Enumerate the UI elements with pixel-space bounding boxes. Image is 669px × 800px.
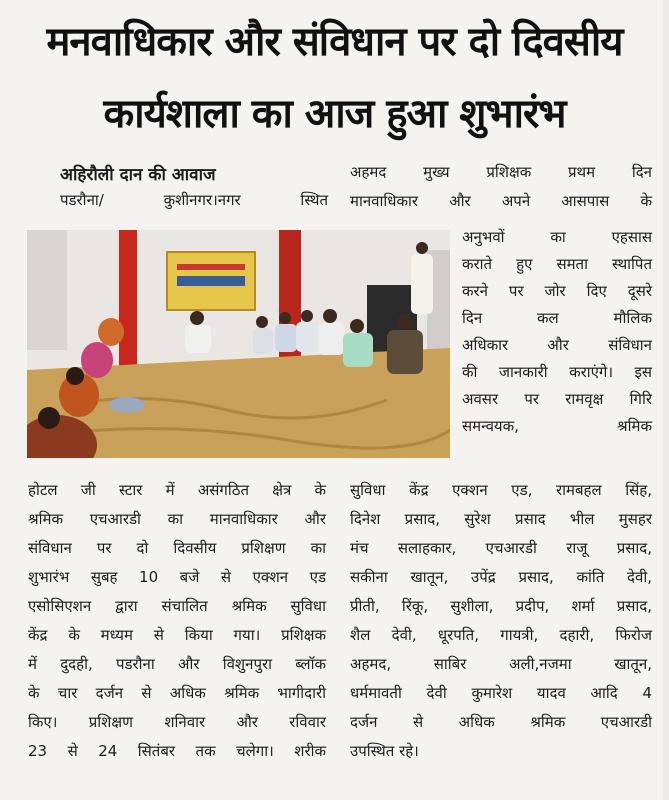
text-line: अधिकार और संविधान bbox=[462, 336, 652, 354]
photo-banner-text bbox=[177, 264, 245, 270]
page-edge bbox=[663, 0, 669, 800]
text-line: सकीना खातून, उपेंद्र प्रसाद, कांति देवी, bbox=[350, 568, 652, 586]
right-column-side bbox=[462, 224, 652, 440]
text-line: शैल देवी, धूरपति, गायत्री, दहारी, फिरोज bbox=[350, 626, 652, 644]
text-line: प्रीती, रिंकू, सुशीला, प्रदीप, शर्मा प्रसाद, bbox=[350, 597, 652, 615]
byline: अहिरौली दान की आवाज bbox=[60, 165, 216, 185]
photo-banner-text bbox=[177, 276, 245, 286]
text-line: करने पर जोर दिए दूसरे bbox=[462, 282, 652, 300]
text-line: 23 से 24 सितंबर तक चलेगा। शरीक bbox=[28, 742, 326, 760]
workshop-photo bbox=[27, 230, 450, 458]
headline-line-2: कार्यशाला का आज हुआ शुभारंभ bbox=[103, 91, 566, 137]
text-line: में दुदही, पडरौना और विशुनपुरा ब्लॉक bbox=[28, 655, 326, 673]
text-line: सुविधा केंद्र एक्शन एड, रामबहल सिंह, bbox=[350, 481, 652, 499]
text-line: की जानकारी कराएंगे। इस bbox=[462, 363, 652, 381]
text-line: उपस्थित रहे। bbox=[350, 742, 419, 760]
text-line: दर्जन से अधिक श्रमिक एचआरडी bbox=[350, 713, 652, 731]
workshop-photo-icon bbox=[27, 230, 450, 458]
text-line: अहमद, साबिर अली,नजमा खातून, bbox=[350, 655, 652, 673]
right-column-bottom bbox=[350, 476, 652, 766]
text-line: मानवाधिकार और अपने आसपास के bbox=[350, 192, 652, 210]
left-column-bottom bbox=[28, 476, 326, 766]
dateline: पडरौना/ कुशीनगर।नगर स्थित bbox=[60, 191, 328, 209]
text-line: दिनेश प्रसाद, सुरेश प्रसाद भील मुसहर bbox=[350, 510, 652, 528]
text-line: अनुभवों का एहसास bbox=[462, 228, 652, 246]
headline-line-1: मनवाधिकार और संविधान पर दो दिवसीय bbox=[46, 19, 623, 65]
text-line: समन्वयक, श्रमिक bbox=[462, 417, 652, 435]
text-line: संविधान पर दो दिवसीय प्रशिक्षण का bbox=[28, 539, 326, 557]
text-line: श्रमिक एचआरडी का मानवाधिकार और bbox=[28, 510, 326, 528]
text-line: धर्ममावती देवी कुमारेश यादव आदि 4 bbox=[350, 684, 652, 702]
text-line: अवसर पर रामवृक्ष गिरि bbox=[462, 390, 652, 408]
text-line: दिन कल मौलिक bbox=[462, 309, 652, 327]
photo-pillar-left bbox=[119, 230, 137, 380]
text-line: केंद्र के मध्यम से किया गया। प्रशिक्षक bbox=[28, 626, 326, 644]
photo-door bbox=[27, 230, 67, 350]
text-line: कराते हुए समता स्थापित bbox=[462, 255, 652, 273]
text-line: एसोसिएशन द्वारा संचालित श्रमिक सुविधा bbox=[28, 597, 326, 615]
text-line: किए। प्रशिक्षण शनिवार और रविवार bbox=[28, 713, 326, 731]
text-line: के चार दर्जन से अधिक श्रमिक भागीदारी bbox=[28, 684, 326, 702]
text-line: होटल जी स्टार में असंगठित क्षेत्र के bbox=[28, 481, 326, 499]
text-line: अहमद मुख्य प्रशिक्षक प्रथम दिन bbox=[350, 163, 652, 181]
right-column-top bbox=[350, 158, 652, 216]
text-line: शुभारंभ सुबह 10 बजे से एक्शन एड bbox=[28, 568, 326, 586]
text-line: मंच सलाहकार, एचआरडी राजू प्रसाद, bbox=[350, 539, 652, 557]
